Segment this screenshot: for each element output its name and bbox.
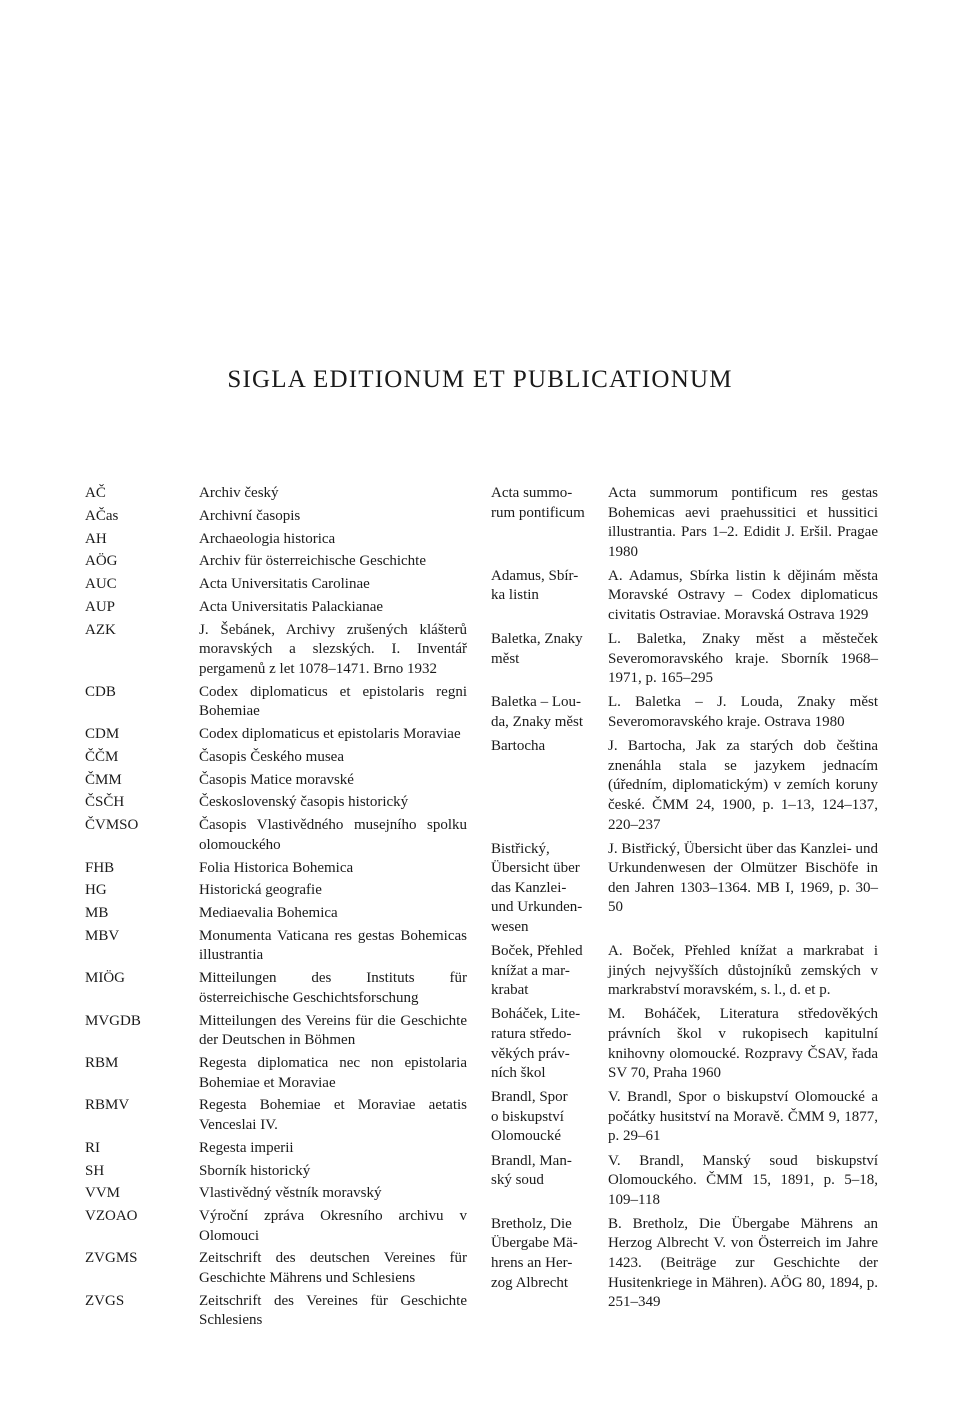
short-citation-line: o biskupství — [491, 1108, 564, 1125]
sigla-description: Regesta diplomatica nec non epistolaria Bohemiae et Moraviae — [199, 1055, 467, 1091]
sigla-list-left — [85, 484, 470, 1334]
sigla-abbreviation: ČVMSO — [85, 817, 139, 834]
sigla-description: Československý časopis historický — [199, 794, 409, 811]
sigla-abbreviation: ZVGS — [85, 1292, 125, 1309]
short-citation-line: ratura středo- — [491, 1025, 572, 1042]
sigla-entry — [85, 1012, 470, 1051]
sigla-description: Mitteilungen des Instituts für österreichische Geschichtsforschung — [199, 970, 467, 1006]
sigla-entry — [85, 484, 470, 504]
sigla-abbreviation: MVGDB — [85, 1012, 141, 1029]
full-citation: A. Adamus, Sbírka listin k dějinám města Moravské Ostravy – Codex diplomaticus civitatis Ostraviae. Moravská Ostrava 1929 — [608, 567, 878, 624]
short-citation-line: Bistřický, — [491, 840, 550, 857]
short-citation-line: Boček, Přehled — [491, 943, 583, 960]
sigla-abbreviation: ČMM — [85, 771, 122, 788]
sigla-entry — [85, 683, 470, 722]
sigla-description: Sborník historický — [199, 1162, 311, 1179]
bibliography-entry — [491, 630, 881, 689]
short-citation-line: měst — [491, 650, 520, 667]
sigla-entry — [85, 1207, 470, 1246]
short-citation-line: Boháček, Lite- — [491, 1006, 581, 1023]
short-citation-line: Baletka – Lou- — [491, 694, 581, 711]
sigla-entry — [85, 1054, 470, 1093]
sigla-description: Folia Historica Bohemica — [199, 859, 354, 876]
sigla-abbreviation: AUP — [85, 598, 116, 615]
bibliography-entry — [491, 484, 881, 562]
sigla-abbreviation: AZK — [85, 621, 116, 638]
sigla-abbreviation: AÖG — [85, 553, 118, 570]
sigla-abbreviation: AH — [85, 530, 107, 547]
short-citation-line: věkých práv- — [491, 1045, 570, 1062]
sigla-abbreviation: AČas — [85, 507, 119, 524]
sigla-abbreviation: HG — [85, 882, 107, 899]
short-citation-line: ních škol — [491, 1065, 546, 1082]
short-citation — [491, 693, 608, 732]
bibliography-entry — [491, 737, 881, 835]
sigla-entry — [85, 1162, 470, 1182]
short-citation — [491, 484, 608, 562]
short-citation-line: krabat — [491, 982, 529, 999]
sigla-entry — [85, 969, 470, 1008]
bibliography-entry — [491, 1005, 881, 1083]
sigla-entry — [85, 1096, 470, 1135]
sigla-entry — [85, 575, 470, 595]
full-citation: M. Boháček, Literatura středověkých právních škol v rukopisech kapitulní knihovny olomoucké. Rozpravy ČSAV, řada SV 70, Praha 1960 — [608, 1006, 878, 1082]
short-citation — [491, 630, 608, 689]
full-citation: L. Baletka – J. Louda, Znaky měst Severomoravského kraje. Ostrava 1980 — [608, 694, 878, 731]
sigla-abbreviation: VVM — [85, 1185, 121, 1202]
sigla-description: Mitteilungen des Vereins für die Geschichte der Deutschen in Böhmen — [199, 1012, 467, 1049]
short-citation-line: Bartocha — [491, 738, 546, 755]
sigla-entry — [85, 816, 470, 855]
sigla-description: Archiv český — [199, 485, 279, 501]
sigla-entry — [85, 598, 470, 618]
sigla-entry — [85, 552, 470, 572]
sigla-abbreviation: MIÖG — [85, 970, 125, 987]
sigla-entry — [85, 771, 470, 791]
short-citation-line: wesen — [491, 918, 529, 935]
sigla-abbreviation: ČSČH — [85, 794, 125, 811]
bibliography-entry — [491, 693, 881, 732]
bibliography-entry — [491, 567, 881, 626]
sigla-entry — [85, 881, 470, 901]
sigla-description: Vlastivědný věstník moravský — [199, 1185, 382, 1202]
sigla-entry — [85, 621, 470, 680]
bibliography-entry — [491, 1152, 881, 1211]
sigla-entry — [85, 793, 470, 813]
short-citation-line: ka listin — [491, 587, 539, 604]
sigla-description: Acta Universitatis Palackianae — [199, 598, 384, 615]
sigla-entry — [85, 1249, 470, 1288]
sigla-entry — [85, 725, 470, 745]
sigla-abbreviation: CDM — [85, 726, 120, 743]
sigla-entry — [85, 1292, 470, 1331]
full-citation: A. Boček, Přehled knížat a markrabat i jiných nejvyšších důstojníků zemských v markrabství moravském, s. l., d. et p. — [608, 943, 878, 999]
short-citation — [491, 1005, 608, 1083]
sigla-abbreviation: ČČM — [85, 748, 119, 765]
sigla-abbreviation: AČ — [85, 485, 106, 501]
bibliography-entry — [491, 942, 881, 1001]
page-title: SIGLA EDITIONUM ET PUBLICATIONUM — [227, 366, 733, 393]
sigla-description: J. Šebánek, Archivy zrušených klášterů moravských a slezských. I. Inventář pergamenů z let 1078–1471. Brno 1932 — [199, 621, 467, 677]
short-citation-line: zog Albrecht — [491, 1274, 569, 1291]
sigla-description: Zeitschrift des deutschen Vereines für Geschichte Mährens und Schlesiens — [199, 1250, 467, 1287]
sigla-entry — [85, 904, 470, 924]
short-citation-line: Übersicht über — [491, 860, 580, 877]
sigla-entry — [85, 507, 470, 527]
bibliography-entry — [491, 1215, 881, 1313]
short-citation-line: knížat a mar- — [491, 962, 570, 979]
sigla-abbreviation: VZOAO — [85, 1208, 138, 1225]
sigla-description: Časopis Českého musea — [199, 748, 344, 765]
short-citation-line: und Urkunden- — [491, 899, 583, 916]
short-citation-line: das Kanzlei- — [491, 879, 567, 896]
sigla-abbreviation: FHB — [85, 859, 115, 876]
sigla-description: Historická geografie — [199, 882, 322, 899]
sigla-entry — [85, 748, 470, 768]
sigla-description: Archivní časopis — [199, 507, 301, 524]
short-citation — [491, 567, 608, 626]
sigla-abbreviation: SH — [85, 1162, 105, 1179]
short-citation-line: Acta summo- — [491, 485, 573, 501]
sigla-description: Codex diplomaticus et epistolaris regni Bohemiae — [199, 683, 467, 720]
full-citation: J. Bartocha, Jak za starých dob čeština znenáhla stala se jazykem jednacím (úředním, diplomatickým) v zemích koruny české. ČMM 24, 1900, p. 1–13, 124–137, 220–237 — [608, 738, 878, 833]
sigla-description: Časopis Matice moravské — [199, 771, 354, 788]
sigla-entry — [85, 530, 470, 550]
bibliography-entry — [491, 840, 881, 938]
sigla-description: Regesta imperii — [199, 1139, 294, 1156]
short-citation-line: hrens an Her- — [491, 1254, 573, 1271]
sigla-entry — [85, 1139, 470, 1159]
sigla-entry — [85, 927, 470, 966]
sigla-description: Archaeologia historica — [199, 530, 336, 547]
short-citation — [491, 840, 608, 938]
full-citation: V. Brandl, Manský soud biskupství Olomouckého. ČMM 15, 1891, p. 5–18, 109–118 — [608, 1152, 878, 1208]
short-citation-line: ský soud — [491, 1172, 544, 1189]
short-citation-line: Übergabe Mä- — [491, 1235, 578, 1252]
sigla-abbreviation: RI — [85, 1139, 100, 1156]
short-citation-line: Brandl, Man- — [491, 1152, 572, 1169]
full-citation: V. Brandl, Spor o biskupství Olomoucké a počátky husitství na Moravě. ČMM 9, 1877, p. 29–61 — [608, 1089, 878, 1145]
sigla-entry — [85, 1184, 470, 1204]
sigla-abbreviation: CDB — [85, 683, 116, 700]
short-citation-line: Adamus, Sbír- — [491, 567, 579, 584]
short-citation-line: rum pontificum — [491, 504, 585, 521]
sigla-description: Výroční zpráva Okresního archivu v Olomouci — [199, 1208, 467, 1244]
sigla-abbreviation: RBM — [85, 1055, 119, 1071]
sigla-description: Zeitschrift des Vereines für Geschichte Schlesiens — [199, 1292, 467, 1329]
sigla-description: Časopis Vlastivědného musejního spolku olomouckého — [199, 817, 467, 853]
sigla-description: Archiv für österreichische Geschichte — [199, 553, 426, 570]
full-citation: L. Baletka, Znaky měst a městeček Severomoravského kraje. Sborník 1968–1971, p. 165–295 — [608, 631, 878, 687]
short-citation — [491, 942, 608, 1001]
sigla-description: Codex diplomaticus et epistolaris Moraviae — [199, 726, 461, 743]
short-citation — [491, 737, 608, 835]
sigla-abbreviation: ZVGMS — [85, 1250, 138, 1267]
sigla-description: Mediaevalia Bohemica — [199, 905, 338, 922]
sigla-entry — [85, 859, 470, 879]
short-citation-line: Baletka, Znaky — [491, 631, 583, 648]
short-citation — [491, 1152, 608, 1211]
short-citation-line: Olomoucké — [491, 1128, 561, 1145]
sigla-description: Regesta Bohemiae et Moraviae aetatis Venceslai IV. — [199, 1097, 467, 1133]
full-citation: J. Bistřický, Übersicht über das Kanzlei- und Urkundenwesen der Olmützer Bischöfe in den Jahren 1303–1364. MB I, 1969, p. 30–50 — [608, 840, 878, 916]
sigla-abbreviation: MB — [85, 905, 109, 922]
short-citation-line: Bretholz, Die — [491, 1215, 572, 1232]
bibliography-entry — [491, 1088, 881, 1147]
sigla-abbreviation: AUC — [85, 576, 117, 593]
sigla-abbreviation: RBMV — [85, 1097, 130, 1114]
sigla-description: Acta Universitatis Carolinae — [199, 576, 370, 593]
sigla-abbreviation: MBV — [85, 927, 120, 944]
full-citation: B. Bretholz, Die Übergabe Mährens an Herzog Albrecht V. von Österreich im Jahre 1423. (Beiträge zur Geschichte der Husitenkriege in Mähren). AÖG 80, 1894, p. 251–349 — [608, 1215, 878, 1311]
short-citation-line: Brandl, Spor — [491, 1089, 568, 1106]
sigla-description: Monumenta Vaticana res gestas Bohemicas illustrantia — [199, 927, 467, 964]
short-citation — [491, 1215, 608, 1313]
sigla-list-right — [491, 484, 881, 1317]
short-citation-line: da, Znaky měst — [491, 714, 584, 731]
short-citation — [491, 1088, 608, 1147]
full-citation: Acta summorum pontificum res gestas Bohemicas aevi praehussitici et hussitici illustrantia. Pars 1–2. Edidit J. Eršil. Pragae 1980 — [608, 485, 878, 560]
